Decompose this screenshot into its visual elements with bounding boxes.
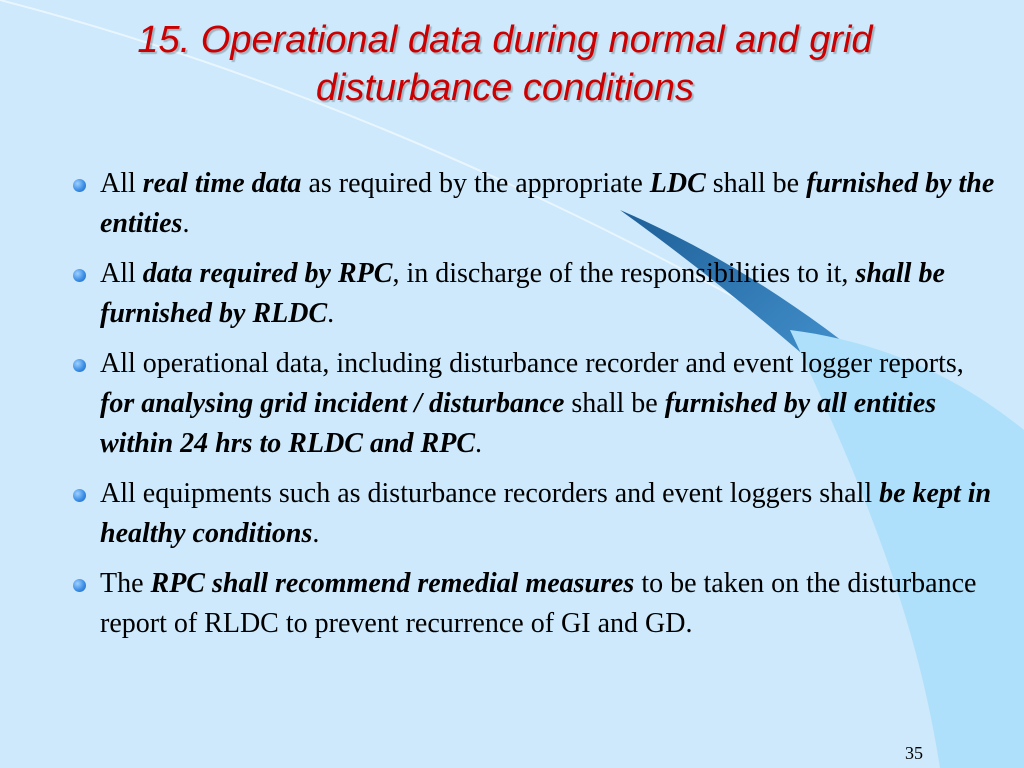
slide-title-line-2: disturbance conditions (315, 67, 695, 109)
bullet-text: . (475, 428, 483, 459)
bullet-text: to be taken on the disturbance report of RLDC to prevent recurrence of GI and GD. (100, 568, 977, 639)
bullet-item (70, 564, 1005, 644)
bullet-emphasis: real time data (142, 168, 302, 199)
bullet-item (70, 254, 1005, 334)
bullet-emphasis: furnished by all entities within 24 hrs to RLDC and RPC (100, 388, 937, 459)
bullet-text: The (100, 568, 151, 599)
bullet-emphasis: RPC shall recommend remedial measures (150, 568, 635, 599)
bullet-list (70, 164, 1005, 654)
slide-title-line-1: 15. Operational data during normal and grid (137, 19, 873, 61)
page-number: 35 (905, 743, 923, 763)
bullet-dot-icon (73, 179, 86, 192)
bullet-text: . (327, 298, 335, 329)
bullet-emphasis: data required by RPC (142, 258, 393, 289)
bullet-text: . (312, 518, 320, 549)
bullet-dot-icon (73, 359, 86, 372)
bullet-dot-icon (73, 579, 86, 592)
bullet-text: All (100, 258, 143, 289)
bullet-item (70, 344, 1005, 464)
bullet-emphasis: shall be furnished by RLDC (100, 258, 945, 329)
bullet-text: shall be (564, 388, 665, 419)
bullet-emphasis: LDC (649, 168, 706, 199)
bullet-dot-icon (73, 489, 86, 502)
bullet-item (70, 474, 1005, 554)
bullet-text: as required by the appropriate (301, 168, 650, 199)
bullet-text: All (100, 168, 143, 199)
bullet-text: . (182, 208, 190, 239)
bullet-emphasis: for analysing grid incident / disturbance (100, 388, 565, 419)
bullet-text: shall be (705, 168, 807, 199)
slide-title (30, 16, 980, 112)
bullet-emphasis: furnished by the entities (100, 168, 995, 239)
bullet-text: , in discharge of the responsibilities to it, (392, 258, 856, 289)
bullet-emphasis: be kept in healthy conditions (100, 478, 992, 549)
bullet-item (70, 164, 1005, 244)
bullet-text: All equipments such as disturbance recorders and event loggers shall (100, 478, 880, 509)
bullet-text: All operational data, including disturbance recorder and event logger reports, (100, 348, 964, 379)
bullet-dot-icon (73, 269, 86, 282)
